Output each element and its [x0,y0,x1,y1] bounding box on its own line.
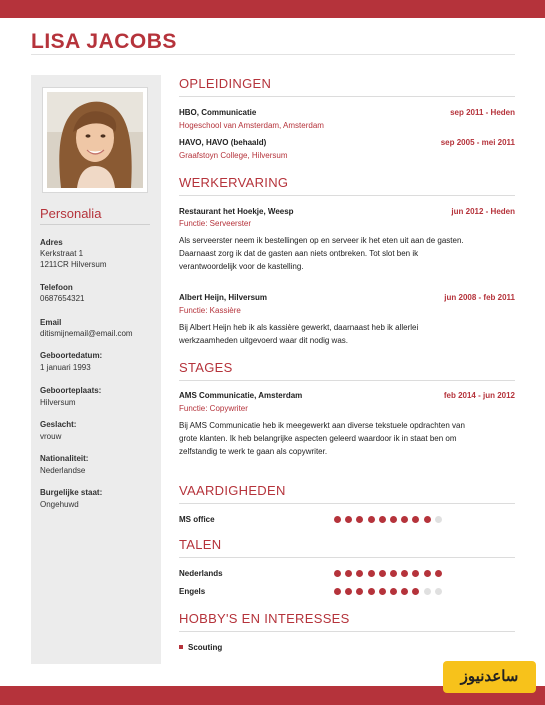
rating-dot-empty [435,588,442,595]
sidebar-divider [40,224,150,225]
address-label: Adres [40,238,63,247]
divider [31,54,515,55]
section-title-languages: TALEN [179,537,222,552]
section-divider [179,380,515,381]
nationality-value: Nederlandse [40,466,86,475]
rating-dot-filled [356,570,363,577]
rating-dot-filled [368,588,375,595]
birthdate-label: Geboortedatum: [40,351,103,360]
rating-dot-filled [345,588,352,595]
email-value: ditismijnemail@email.com [40,329,133,338]
entry-title: Albert Heijn, Hilversum [179,293,268,302]
rating-dot-filled [424,516,431,523]
rating-dot-filled [379,570,386,577]
rating-dot-empty [435,516,442,523]
rating-dot-filled [368,516,375,523]
entry-title: HAVO, HAVO (behaald) [179,138,267,147]
address-line-1: Kerkstraat 1 [40,249,84,258]
rating-dot-filled [412,516,419,523]
rating-dot-filled [424,570,431,577]
skill-name: MS office [179,515,215,524]
watermark-text: ساعدنیوز [460,668,519,685]
rating-dot-filled [412,570,419,577]
entry-date: sep 2011 - Heden [450,108,515,117]
entry-title: Restaurant het Hoekje, Weesp [179,207,294,216]
language-name: Nederlands [179,569,223,578]
entry-date: jun 2012 - Heden [451,207,515,216]
rating-dot-filled [401,570,408,577]
birthdate-value: 1 januari 1993 [40,363,91,372]
rating-dot-filled [390,588,397,595]
rating-dot-filled [334,588,341,595]
entry-subtitle: Functie: Kassière [179,306,241,315]
entry-date: jun 2008 - feb 2011 [444,293,515,302]
gender-label: Geslacht: [40,420,77,429]
entry-subtitle: Functie: Copywriter [179,404,248,413]
profile-photo [42,87,148,193]
section-divider [179,195,515,196]
rating-dot-filled [356,588,363,595]
rating-dot-filled [334,516,341,523]
rating-dot-filled [334,570,341,577]
entry-description: Bij Albert Heijn heb ik als kassière gewerkt, daarnaast heb ik allerlei werkzaamheden uitgevoerd waar dit nodig was. [179,323,419,345]
section-divider [179,631,515,632]
language-name: Engels [179,587,206,596]
hobby-item: Scouting [188,643,223,652]
nationality-label: Nationaliteit: [40,454,89,463]
watermark-logo [443,661,536,693]
section-divider [179,503,515,504]
rating-dot-filled [368,570,375,577]
birthplace-value: Hilversum [40,398,76,407]
portrait-image [47,92,143,188]
rating-dot-filled [345,570,352,577]
rating-dot-filled [435,570,442,577]
rating-dot-filled [401,588,408,595]
rating-dot-filled [390,570,397,577]
section-divider [179,96,515,97]
birthplace-label: Geboorteplaats: [40,386,102,395]
rating-dot-filled [345,516,352,523]
section-divider [179,557,515,558]
marital-status-label: Burgelijke staat: [40,488,103,497]
entry-title: HBO, Communicatie [179,108,257,117]
section-title-internships: STAGES [179,360,233,375]
section-title-education: OPLEIDINGEN [179,76,272,91]
rating-dot-filled [412,588,419,595]
entry-date: feb 2014 - jun 2012 [443,391,515,400]
rating-dot-filled [356,516,363,523]
rating-dot-filled [379,516,386,523]
sidebar-title: Personalia [40,206,102,221]
top-accent-bar [0,0,545,18]
address-line-2: 1211CR Hilversum [40,260,107,269]
page-title: LISA JACOBS [31,30,177,53]
section-title-experience: WERKERVARING [179,175,289,190]
section-title-hobbies: HOBBY'S EN INTERESSES [179,611,350,626]
section-title-skills: VAARDIGHEDEN [179,483,286,498]
phone-label: Telefoon [40,283,73,292]
entry-description: Als serveerster neem ik bestellingen op en serveer ik het eten uit aan de gasten. Daarnaast zorg ik dat de gasten aan niets ontbreken. Tot slot ben ik verantwoordelijk voor de kastelling. [179,236,464,271]
marital-status-value: Ongehuwd [40,500,79,509]
entry-subtitle: Hogeschool van Amsterdam, Amsterdam [179,121,324,130]
rating-dot-filled [379,588,386,595]
bullet-icon [179,645,183,649]
entry-date: sep 2005 - mei 2011 [440,138,515,147]
entry-subtitle: Functie: Serveerster [179,219,252,228]
rating-dot-filled [401,516,408,523]
entry-description: Bij AMS Communicatie heb ik meegewerkt aan diverse tekstuele opdrachten van grote klanten. Ik heb belangrijke aspecten geleerd waardoor ik in staat ben om zelfstandig te werk te gaan als copywriter. [179,421,465,456]
rating-dot-empty [424,588,431,595]
phone-value: 0687654321 [40,294,85,303]
rating-dot-filled [390,516,397,523]
email-label: Email [40,318,62,327]
gender-value: vrouw [40,432,62,441]
entry-title: AMS Communicatie, Amsterdam [179,391,303,400]
entry-subtitle: Graafstoyn College, Hilversum [179,151,288,160]
